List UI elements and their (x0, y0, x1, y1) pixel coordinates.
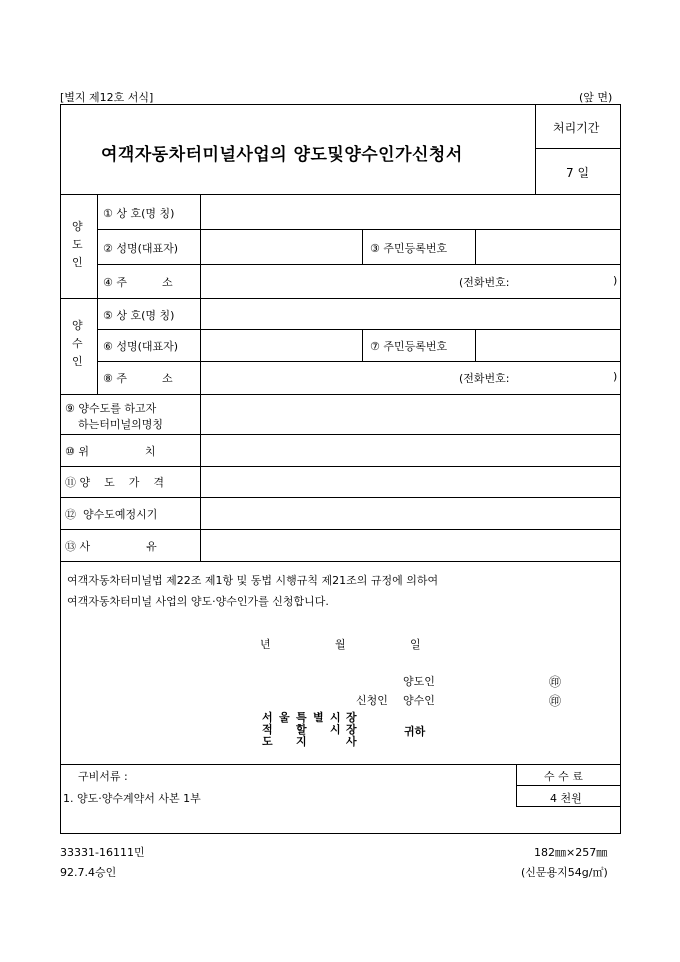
fee-label: 수 수 료 (544, 770, 583, 783)
required-doc-item-1: 1. 양도·양수계약서 사본 1부 (63, 792, 201, 805)
transferor-addr-label: ④ 주 소 (103, 276, 173, 289)
schedule-label: ⑫ 양수도예정시기 (65, 508, 158, 521)
processing-period-value: 7 일 (566, 166, 590, 180)
terminal-name-label-line2: 하는터미널의명칭 (78, 418, 164, 431)
date-year: 년 (260, 638, 271, 651)
transferee-group-char-3: 인 (72, 355, 83, 368)
declaration-line-1: 여객자동차터미널법 제22조 제1항 및 동법 시행규칙 제21조의 규정에 의하여 (67, 574, 439, 587)
recipient-char: 할 (296, 723, 307, 736)
form-code: 33331-16111민 (60, 846, 145, 859)
transferee-phone: (전화번호: (459, 372, 510, 385)
fee-value: 4 천원 (550, 792, 582, 805)
recipient-char: 사 (346, 735, 357, 748)
terminal-name-label-line1: ⑨ 양수도를 하고자 (65, 402, 157, 415)
transferor-group-char-2: 도 (72, 238, 83, 251)
transferee-rep-label: ⑥ 성명(대표자) (103, 340, 179, 353)
paper-size: 182㎜×257㎜ (534, 846, 608, 859)
transferee-sign-label: 양수인 (403, 694, 435, 707)
applicant-label: 신청인 (356, 694, 388, 707)
honorific: 귀하 (404, 725, 426, 738)
date-month: 월 (335, 638, 346, 651)
declaration-line-2: 여객자동차터미널 사업의 양도·양수인가를 신청합니다. (67, 595, 329, 608)
transferor-name-label: ① 상 호(명 칭) (103, 207, 175, 220)
transferee-group-char-2: 수 (72, 337, 83, 350)
transferor-group-char-1: 양 (72, 220, 83, 233)
price-label: ⑪ 양 도 가 격 (65, 476, 164, 489)
form-title: 여객자동차터미널사업의 양도및양수인가신청서 (101, 145, 463, 165)
page-side-label: (앞 면) (579, 91, 613, 104)
date-day: 일 (410, 638, 421, 651)
transferee-group-char-1: 양 (72, 319, 83, 332)
recipient-char: 지 (296, 735, 307, 748)
recipient-char: 울 (279, 711, 290, 724)
recipient-char: 특 (296, 711, 307, 724)
recipient-char: 별 (313, 711, 324, 724)
reason-label: ⑬ 사 유 (65, 540, 157, 553)
required-docs-label: 구비서류 : (78, 770, 128, 783)
recipient-char: 장 (346, 711, 357, 724)
approval-date: 92.7.4승인 (60, 866, 117, 879)
location-label: ⑩ 위 치 (65, 445, 156, 458)
recipient-char: 시 (330, 723, 341, 736)
recipient-char: 적 (262, 723, 273, 736)
transferee-reg-label: ⑦ 주민등록번호 (370, 340, 448, 353)
paper-spec: (신문용지54g/㎡) (521, 866, 608, 879)
form-number: [별지 제12호 서식] (60, 91, 154, 104)
transferor-seal: ㊞ (549, 675, 562, 689)
recipient-char: 시 (330, 711, 341, 724)
transferor-sign-label: 양도인 (403, 675, 435, 688)
recipient-char: 장 (346, 723, 357, 736)
transferee-name-label: ⑤ 상 호(명 칭) (103, 309, 175, 322)
transferee-seal: ㊞ (549, 694, 562, 708)
transferee-addr-label: ⑧ 주 소 (103, 372, 173, 385)
transferor-rep-label: ② 성명(대표자) (103, 242, 179, 255)
transferor-phone-close: ) (613, 274, 618, 287)
transferor-reg-label: ③ 주민등록번호 (370, 242, 448, 255)
transferor-phone: (전화번호: (459, 276, 510, 289)
recipient-char: 서 (262, 711, 273, 724)
recipient-char: 도 (262, 735, 273, 748)
transferor-group-char-3: 인 (72, 256, 83, 269)
transferee-phone-close: ) (613, 370, 618, 383)
processing-period-label: 처리기간 (553, 121, 600, 135)
